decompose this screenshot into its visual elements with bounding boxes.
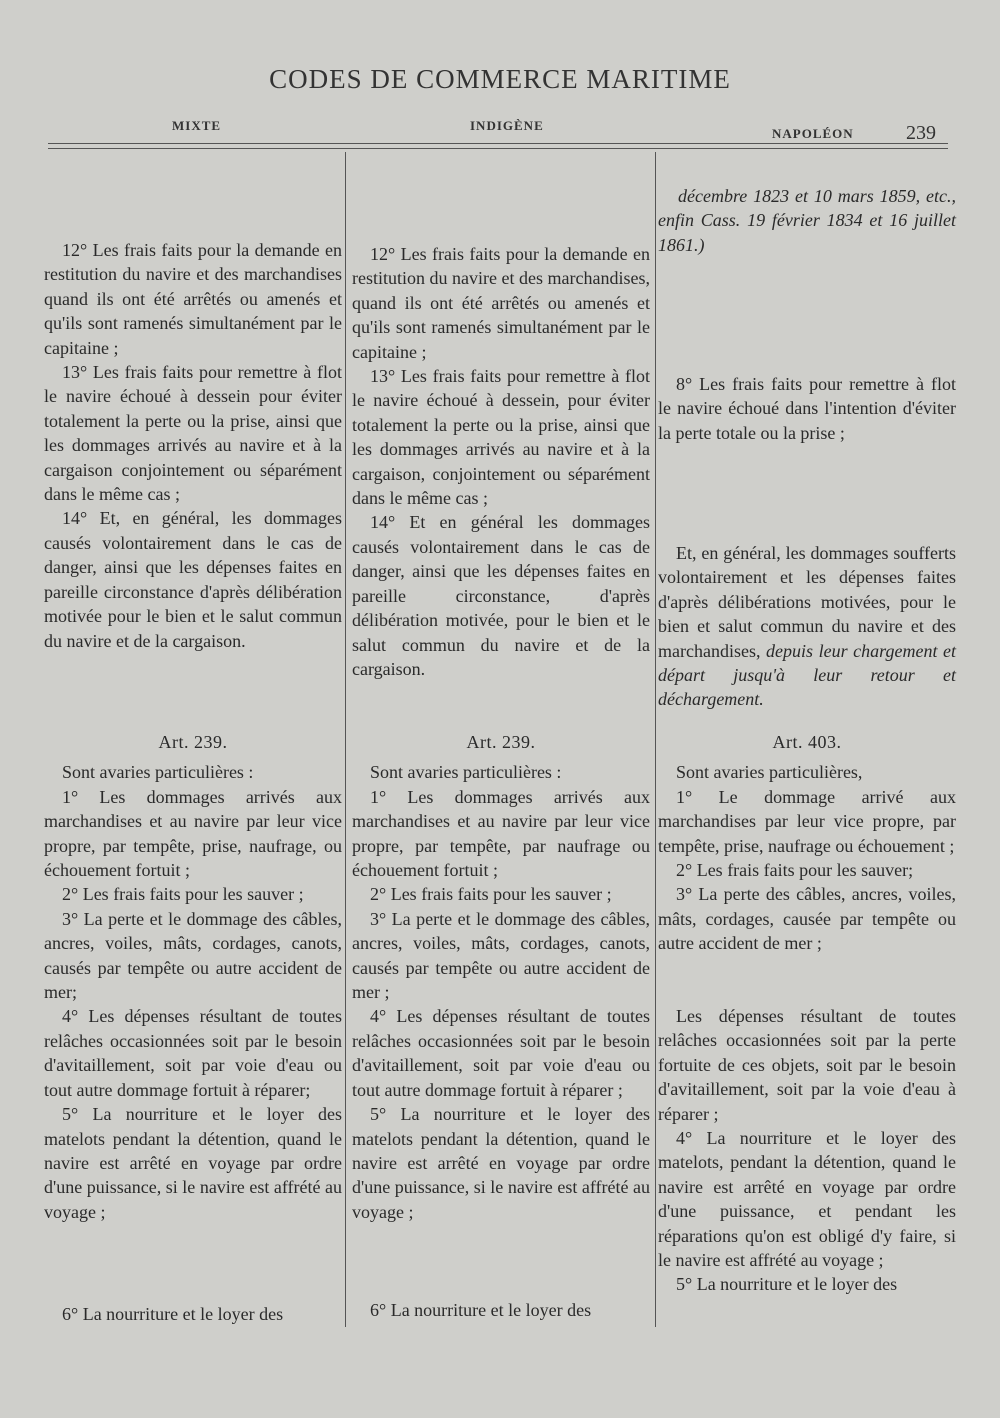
article-item-4: 4° Les dépenses résultant de toutes relâches occasionnées soit par le besoin d'avitaillement, soit par voie d'eau ou tout autre dommage fortuit à réparer;	[44, 1006, 342, 1100]
column-indigene-bottom	[352, 1298, 650, 1322]
article-intro: Sont avaries particulières,	[676, 762, 863, 783]
article-item-3: 3° La perte et le dommage des câbles, ancres, voiles, mâts, cordages, canots, causés par tempête ou autre accident de mer ;	[352, 908, 650, 1003]
article-item-4: 4° Les dépenses résultant de toutes relâches occasionnées soit par le besoin d'avitaillement, soit par voie d'eau ou tout autre dommage fortuit à réparer ;	[352, 1006, 650, 1100]
column-indigene-upper	[352, 242, 650, 681]
paragraph-general	[658, 541, 956, 712]
column-divider-right	[655, 152, 656, 1327]
article-item-5: 5° La nourriture et le loyer des matelots pendant la détention, quand le navire est arrêté en voyage par ordre d'une puissance, si le navire est affrété au voyage ;	[44, 1104, 342, 1222]
paragraph-14: 14° Et, en général, les dommages causés volontairement dans le cas de danger, ainsi que les dépenses faites en pareille circonstance d'après délibération motivée pour le bien et le salut commun du navire et de la cargaison.	[44, 508, 342, 651]
article-item-2: 2° Les frais faits pour les sauver ;	[62, 884, 304, 905]
article-item-5: 5° La nourriture et le loyer des	[676, 1274, 898, 1295]
article-item-3: 3° La perte et le dommage des câbles, ancres, voiles, mâts, cordages, canots, causés par tempête ou autre accident de mer;	[44, 908, 342, 1003]
header-rule	[48, 143, 948, 144]
column-header-mixte: MIXTE	[172, 118, 222, 133]
article-intro: Sont avaries particulières :	[62, 762, 254, 783]
column-mixte-bottom	[44, 1302, 342, 1326]
article-item-2: 2° Les frais faits pour les sauver;	[676, 860, 914, 881]
article-item-2: 2° Les frais faits pour les sauver ;	[370, 884, 612, 905]
paragraph-general-italic: depuis leur chargement et départ jusqu'à leur retour et déchargement.	[658, 640, 956, 710]
page-number: 239	[906, 122, 936, 144]
header-rule-thin	[48, 148, 948, 149]
column-divider-left	[345, 152, 346, 1327]
column-napoleon-general	[658, 541, 956, 712]
column-mixte-lower	[44, 730, 342, 1224]
article-heading: Art. 403.	[772, 732, 842, 752]
paragraph-14: 14° Et en général les dommages causés volontairement dans le cas de danger, ainsi que les dépenses faites en pareille circonstance, d'après délibération motivée, pour le bien et le salut commun du navire et de la cargaison.	[352, 512, 650, 679]
article-heading: Art. 239.	[158, 732, 228, 752]
article-item-3b: Les dépenses résultant de toutes relâches occasionnées soit par la perte fortuite de ces objets, soit par le besoin d'avitaillement, soit par la voie d'eau à réparer ;	[658, 1006, 956, 1124]
article-intro: Sont avaries particulières :	[370, 762, 562, 783]
citation-note: décembre 1823 et 10 mars 1859, etc., enfin Cass. 19 février 1834 et 16 juillet 1861.)	[658, 186, 956, 255]
article-item-1: 1° Les dommages arrivés aux marchandises et au navire par leur vice propre, par tempête, prise, naufrage, ou échouement fortuit ;	[44, 786, 342, 881]
column-napoleon-lower-2	[658, 1004, 956, 1297]
article-heading: Art. 239.	[466, 732, 536, 752]
column-header-indigene: INDIGÈNE	[470, 118, 544, 133]
paragraph-general-text: Et, en général, les dommages soufferts volontairement et les dépenses faites d'après délibérations motivées, pour le bien et salut commun du navire et des marchandises,	[658, 543, 956, 661]
article-item-6: 6° La nourriture et le loyer des	[370, 1300, 592, 1320]
column-mixte-upper	[44, 238, 342, 653]
column-napoleon-top-note	[658, 184, 956, 257]
page-title: CODES DE COMMERCE MARITIME	[269, 64, 731, 94]
column-napoleon-lower	[658, 730, 956, 956]
paragraph-12: 12° Les frais faits pour la demande en restitution du navire et des marchandises, quand ils ont été arrêtés ou amenés et qu'ils sont ramenés simultanément par le capitaine ;	[352, 244, 650, 362]
column-header-napoleon: NAPOLÉON	[772, 126, 854, 141]
paragraph-12: 12° Les frais faits pour la demande en restitution du navire et des marchandises quand ils ont été arrêtés ou amenés et qu'ils sont ramenés simultanément par le capitaine ;	[44, 240, 342, 358]
article-item-6: 6° La nourriture et le loyer des	[62, 1304, 284, 1324]
article-item-1: 1° Les dommages arrivés aux marchandises et au navire par leur vice propre, par tempête, par naufrage ou échouement fortuit ;	[352, 786, 650, 881]
paragraph-13: 13° Les frais faits pour remettre à flot le navire échoué à dessein, pour éviter totalement la perte ou la prise, ainsi que les dommages arrivés au navire et à la cargaison, conjointement ou séparément dans le même cas ;	[352, 366, 650, 509]
paragraph-8: 8° Les frais faits pour remettre à flot le navire échoué dans l'intention d'éviter la perte totale ou la prise ;	[658, 374, 956, 443]
paragraph-13: 13° Les frais faits pour remettre à flot le navire échoué à dessein pour éviter totalement la perte ou la prise, ainsi que les dommages arrivés au navire et à la cargaison conjointement ou séparément dans le même cas ;	[44, 362, 342, 505]
article-item-5: 5° La nourriture et le loyer des matelots pendant la détention, quand le navire est arrêté en voyage par ordre d'une puissance, si le navire est affrété au voyage ;	[352, 1104, 650, 1222]
article-item-4: 4° La nourriture et le loyer des matelots, pendant la détention, quand le navire est arrêté en voyage par ordre d'une puissance, et pendant les réparations qu'on est obligé d'y faire, si le navire est affrété au voyage ;	[658, 1128, 956, 1271]
article-item-1: 1° Le dommage arrivé aux marchandises par leur vice propre, par tempête, prise, naufrage ou échouement ;	[658, 786, 956, 856]
column-napoleon-para-8	[658, 372, 956, 445]
article-item-3: 3° La perte des câbles, ancres, voiles, mâts, cordages, causée par tempête ou autre accident de mer ;	[658, 884, 956, 954]
column-indigene-lower	[352, 730, 650, 1224]
